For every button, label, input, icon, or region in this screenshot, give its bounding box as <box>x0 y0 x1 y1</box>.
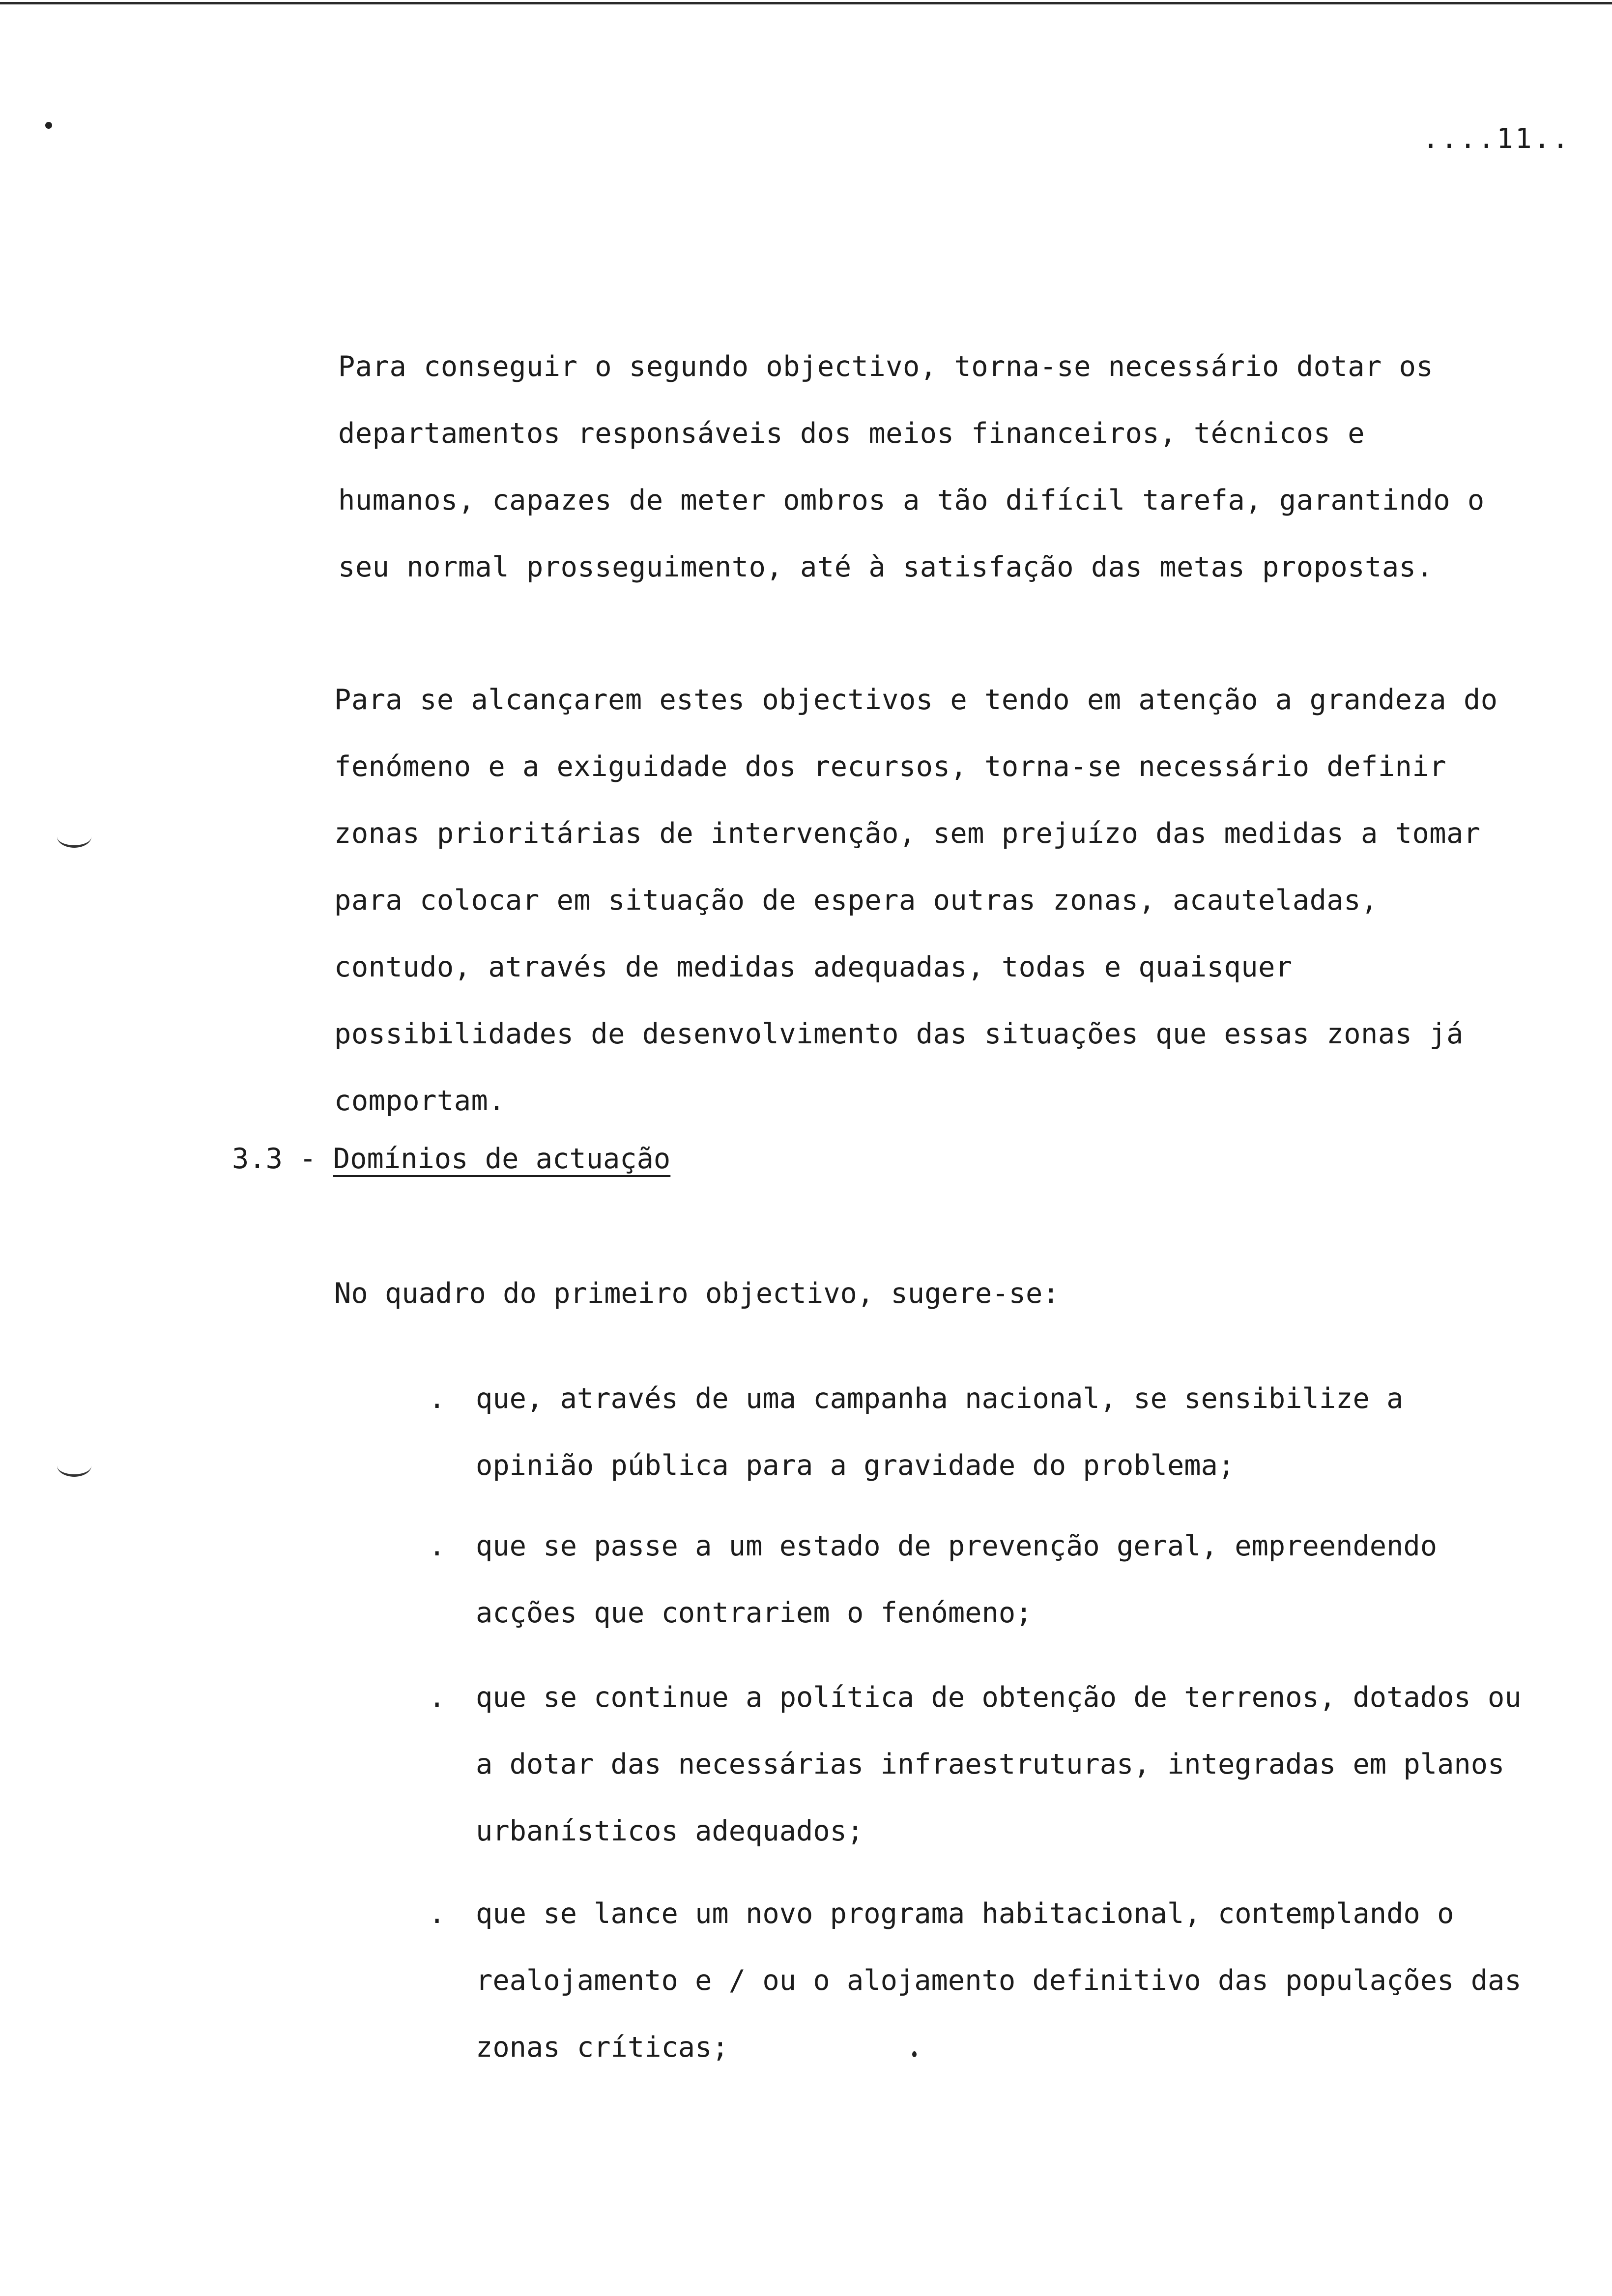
top-border-line <box>0 2 1612 4</box>
section-heading <box>232 1139 670 1178</box>
bullet-marker: . <box>429 1897 446 1930</box>
section-title: Domínios de actuação <box>333 1143 671 1175</box>
list-item <box>429 1513 1532 1646</box>
list-item-text: que se lance um novo programa habitacional, contemplando o realojamento e / ou o alojamento definitivo das populações das zonas críticas; <box>476 1897 1522 2064</box>
list-item-text: que se passe a um estado de prevenção geral, empreendendo acções que contrariem o fenómeno; <box>476 1530 1438 1629</box>
list-item <box>429 1880 1532 2081</box>
scan-speck <box>45 122 52 129</box>
paragraph-first: Para conseguir o segundo objectivo, torna-se necessário dotar os departamentos responsáveis dos meios financeiros, técnicos e humanos, capazes de meter ombros a tão difícil tarefa, garantindo o seu normal prosseguimento, até à satisfação das metas propostas. <box>338 350 1485 583</box>
bullet-marker: . <box>429 1382 446 1415</box>
list-item-text: que se continue a política de obtenção de terrenos, dotados ou a dotar das necessárias infraestruturas, integradas em planos urbanísticos adequados; <box>476 1681 1522 1847</box>
bullet-marker: . <box>429 1530 446 1562</box>
list-item-text: que, através de uma campanha nacional, se sensibilize a opinião pública para a gravidade do problema; <box>476 1382 1404 1482</box>
page-number: ....11.. <box>1422 123 1571 155</box>
list-item <box>429 1365 1532 1499</box>
bullet-marker: . <box>429 1681 446 1714</box>
section-number: 3.3 - <box>232 1143 333 1175</box>
intro-line: No quadro do primeiro objectivo, sugere-se: <box>334 1277 1060 1310</box>
punch-hole-mark <box>57 1455 91 1477</box>
punch-hole-mark <box>57 826 91 848</box>
paragraph-second: Para se alcançarem estes objectivos e tendo em atenção a grandeza do fenómeno e a exiguidade dos recursos, torna-se necessário definir zonas prioritárias de intervenção, sem prejuízo das medidas a tomar para colocar em situação de espera outras zonas, acauteladas, contudo, através de medidas adequadas, todas e quaisquer possibilidades de desenvolvimento das situações que essas zonas já comportam. <box>334 684 1498 1117</box>
list-item <box>429 1664 1532 1865</box>
